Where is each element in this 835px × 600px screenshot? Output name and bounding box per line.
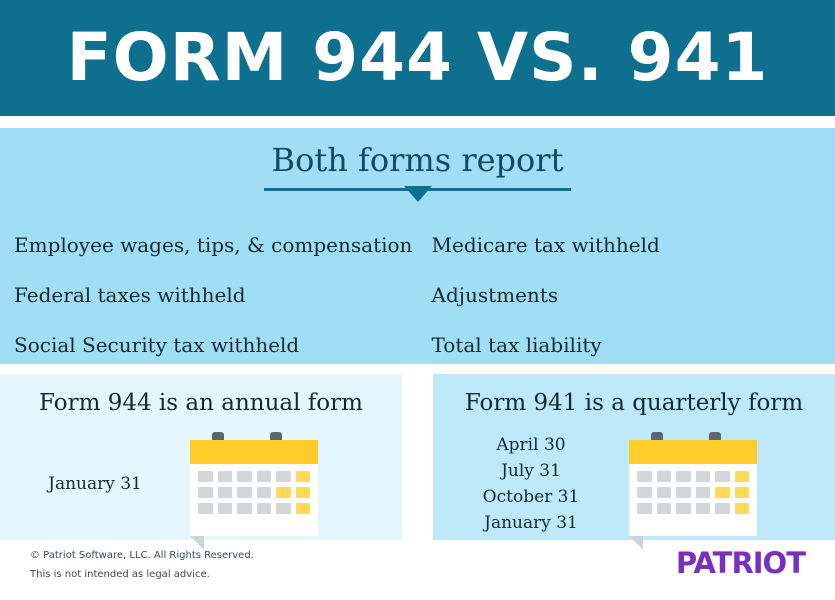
calendar-cell: [696, 471, 711, 482]
calendar-cell: [657, 503, 672, 514]
calendar-cell: [637, 471, 652, 482]
calendar-cell-highlighted: [276, 487, 291, 498]
card-941-dates: [433, 432, 629, 536]
calendar-cell: [715, 503, 730, 514]
card-941-title: Form 941 is a quarterly form: [464, 390, 804, 416]
calendar-cell: [237, 503, 252, 514]
copyright-text: © Patriot Software, LLC. All Rights Reserved.: [30, 550, 254, 561]
calendar-cell-highlighted: [735, 487, 750, 498]
calendar-cell-highlighted: [296, 471, 311, 482]
down-arrow-icon: [404, 186, 432, 202]
calendar-cell-highlighted: [296, 503, 311, 514]
calendar-cell-highlighted: [715, 487, 730, 498]
disclaimer-text: This is not intended as legal advice.: [30, 569, 210, 580]
calendar-header-bar: [629, 440, 757, 464]
card-941-body: [433, 430, 835, 538]
calendar-cell: [237, 487, 252, 498]
calendar-cell: [657, 471, 672, 482]
card-944-dates: [0, 471, 190, 497]
list-item: Social Security tax withheld: [14, 333, 300, 357]
calendar-cell: [676, 503, 691, 514]
calendar-cell-highlighted: [296, 487, 311, 498]
list-item: Employee wages, tips, & compensation: [14, 233, 413, 257]
both-forms-title: Both forms report: [264, 140, 572, 191]
calendar-cell: [676, 487, 691, 498]
date-item: April 30: [496, 435, 566, 455]
brand-logo: PATRIOT: [675, 546, 805, 580]
calendar-grid: [190, 464, 318, 536]
calendar-fold-corner: [629, 536, 643, 550]
list-item: Adjustments: [431, 283, 559, 307]
both-forms-columns: [0, 220, 835, 370]
calendar-cell: [257, 471, 272, 482]
date-item: July 31: [501, 461, 561, 481]
calendar-cell: [696, 487, 711, 498]
calendar-cell: [198, 503, 213, 514]
both-forms-title-wrap: [0, 140, 835, 191]
card-944-title: Form 944 is an annual form: [39, 390, 363, 416]
list-item: Federal taxes withheld: [14, 283, 246, 307]
calendar-cell: [237, 471, 252, 482]
both-forms-right-column: [418, 220, 835, 370]
header-banner: [0, 0, 835, 116]
calendar-cell-highlighted: [735, 471, 750, 482]
calendar-cell: [257, 503, 272, 514]
calendar-icon: [190, 432, 318, 536]
card-944-body: [0, 430, 402, 538]
calendar-cell: [198, 471, 213, 482]
date-item: January 31: [48, 474, 142, 494]
list-item: Total tax liability: [431, 333, 602, 357]
both-forms-left-column: [0, 220, 418, 370]
calendar-cell: [218, 471, 233, 482]
date-item: January 31: [484, 513, 578, 533]
calendar-cell: [257, 487, 272, 498]
calendar-header-bar: [190, 440, 318, 464]
page-title: FORM 944 VS. 941: [66, 19, 769, 96]
calendar-cell: [218, 503, 233, 514]
date-item: October 31: [482, 487, 580, 507]
calendar-cell: [198, 487, 213, 498]
calendar-cell: [637, 503, 652, 514]
calendar-grid: [629, 464, 757, 536]
calendar-icon: [629, 432, 757, 536]
card-941-calendar-wrap: [629, 432, 835, 536]
card-form-941: [433, 374, 835, 540]
calendar-cell: [276, 503, 291, 514]
calendar-cell: [637, 487, 652, 498]
footer-legal: [30, 546, 254, 584]
calendar-cell: [276, 471, 291, 482]
calendar-cell: [696, 503, 711, 514]
card-944-calendar-wrap: [190, 432, 402, 536]
card-form-944: [0, 374, 402, 540]
calendar-cell: [676, 471, 691, 482]
calendar-cell: [715, 471, 730, 482]
calendar-cell: [657, 487, 672, 498]
list-item: Medicare tax withheld: [431, 233, 660, 257]
calendar-cell-highlighted: [735, 503, 750, 514]
both-forms-section: [0, 128, 835, 364]
calendar-cell: [218, 487, 233, 498]
